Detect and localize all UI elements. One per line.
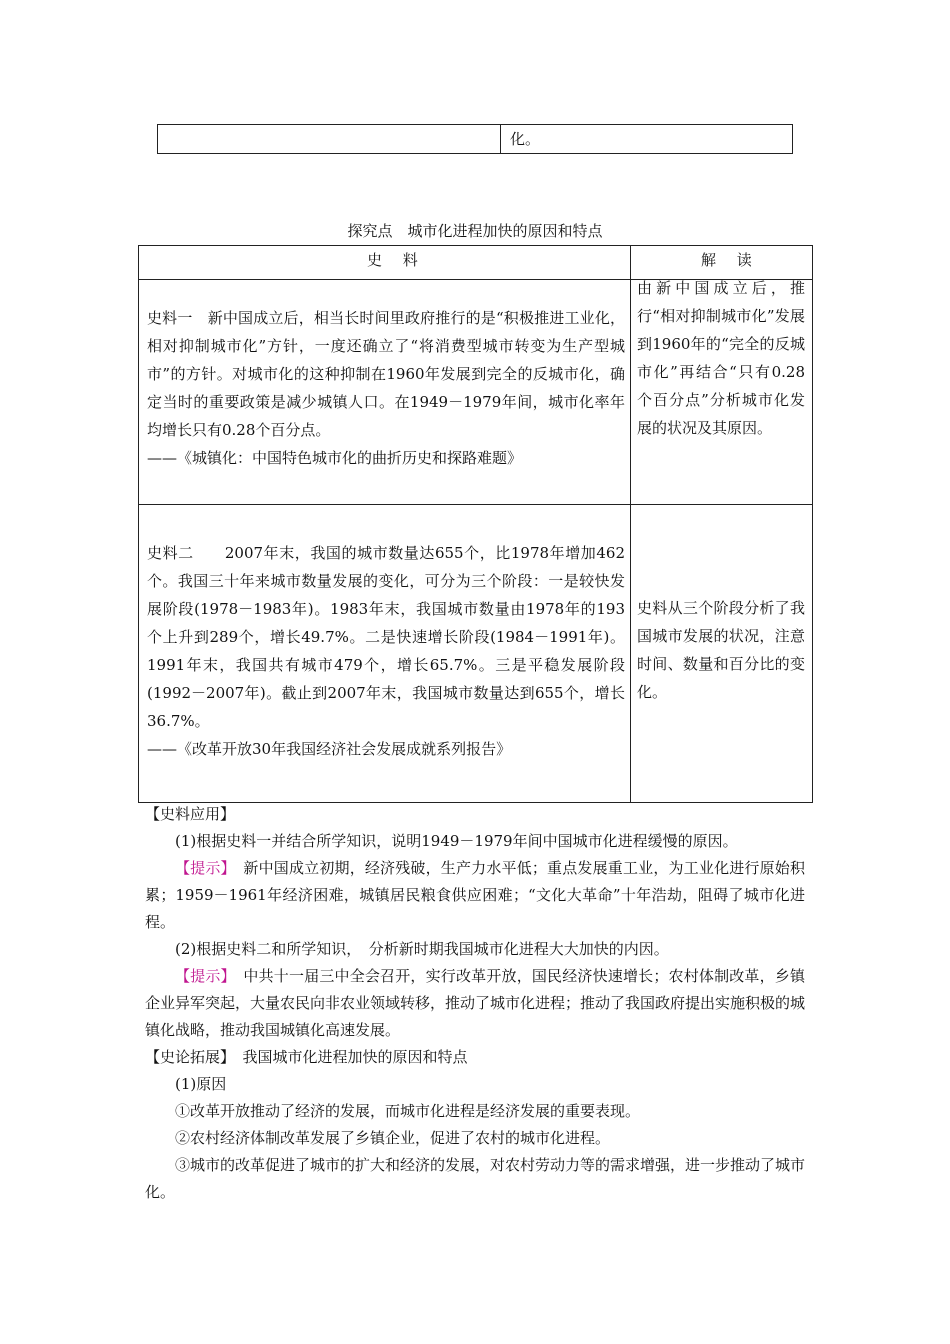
question-1: (1)根据史料一并结合所学知识，说明1949－1979年间中国城市化进程缓慢的原因。 — [175, 832, 738, 850]
answer-2 — [145, 963, 805, 1044]
section-title: 探究点 城市化进程加快的原因和特点 — [347, 222, 603, 240]
answer-text: 新中国成立初期，经济残破，生产力水平低；重点发展重工业，为工业化进行原始积累；1959－1961年经济困难，城镇居民粮食供应困难；“文化大革命”十年浩劫，阻碍了城市化进程。 — [145, 859, 805, 931]
source-material-2 — [147, 539, 625, 763]
list-item: ②农村经济体制改革发展了乡镇企业，促进了农村的城市化进程。 — [175, 1129, 611, 1147]
row-divider — [139, 504, 812, 505]
answer-text: 中共十一届三中全会召开，实行改革开放，国民经济快速增长；农村体制改革，乡镇企业异军突起，大量农民向非农业领域转移，推动了城市化进程；推动了我国政府提出实施积极的城镇化战略，推动我国城镇化高速发展。 — [145, 967, 806, 1039]
interpretation-1: 由新中国成立后，推行“相对抑制城市化”发展到1960年的“完全的反城市化”再结合“只有0.28个百分点”分析城市化发展的状况及其原因。 — [637, 279, 805, 437]
tip-label: 【提示】 — [175, 967, 229, 985]
application-heading: 【史料应用】 — [145, 805, 236, 823]
previous-table-fragment — [157, 124, 793, 154]
answer-1 — [145, 855, 805, 936]
table-divider — [500, 125, 501, 153]
previous-table-cell: 化。 — [510, 130, 541, 148]
source-material-1 — [147, 304, 625, 472]
source-analysis-table — [138, 245, 813, 803]
extension-heading: 【史论拓展】 我国城市化进程加快的原因和特点 — [145, 1048, 468, 1066]
header-source: 史 料 — [367, 251, 426, 269]
header-interpretation: 解 读 — [701, 251, 760, 269]
source-text: 史料一 新中国成立后，相当长时间里政府推行的是“积极推进工业化，相对抑制城市化”方针，一度还确立了“将消费型城市转变为生产型城市”的方针。对城市化的这种抑制在1960年发展到完全的反城市化，确定当时的重要政策是减少城镇人口。在1949－1979年间，城市化率年均增长只有0.28个百分点。 — [147, 309, 625, 439]
question-2: (2)根据史料二和所学知识， 分析新时期我国城市化进程大大加快的内因。 — [175, 940, 669, 958]
list-item: ①改革开放推动了经济的发展，而城市化进程是经济发展的重要表现。 — [175, 1102, 641, 1120]
source-citation: ——《城镇化：中国特色城市化的曲折历史和探路难题》 — [147, 449, 523, 467]
interpretation-2: 史料从三个阶段分析了我国城市发展的状况，注意时间、数量和百分比的变化。 — [637, 599, 805, 701]
source-citation: ——《改革开放30年我国经济社会发展成就系列报告》 — [147, 740, 512, 758]
list-item: ③城市的改革促进了城市的扩大和经济的发展，对农村劳动力等的需求增强，进一步推动了城市化。 — [145, 1156, 806, 1201]
extension-subheading: (1)原因 — [175, 1075, 227, 1093]
history-application — [145, 801, 805, 1206]
tip-label: 【提示】 — [175, 859, 229, 877]
source-text: 史料二 2007年末，我国的城市数量达655个，比1978年增加462个。我国三十年来城市数量发展的变化，可分为三个阶段：一是较快发展阶段(1978－1983年)。1983年末，我国城市数量由1978年的193个上升到289个，增长49.7%。二是快速增长阶段(1984－1991年)。1991年末，我国共有城市479个，增长65.7%。三是平稳发展阶段(1992－2007年)。截止到2007年末，我国城市数量达到655个，增长36.7%。 — [147, 544, 625, 730]
column-divider — [630, 246, 631, 802]
